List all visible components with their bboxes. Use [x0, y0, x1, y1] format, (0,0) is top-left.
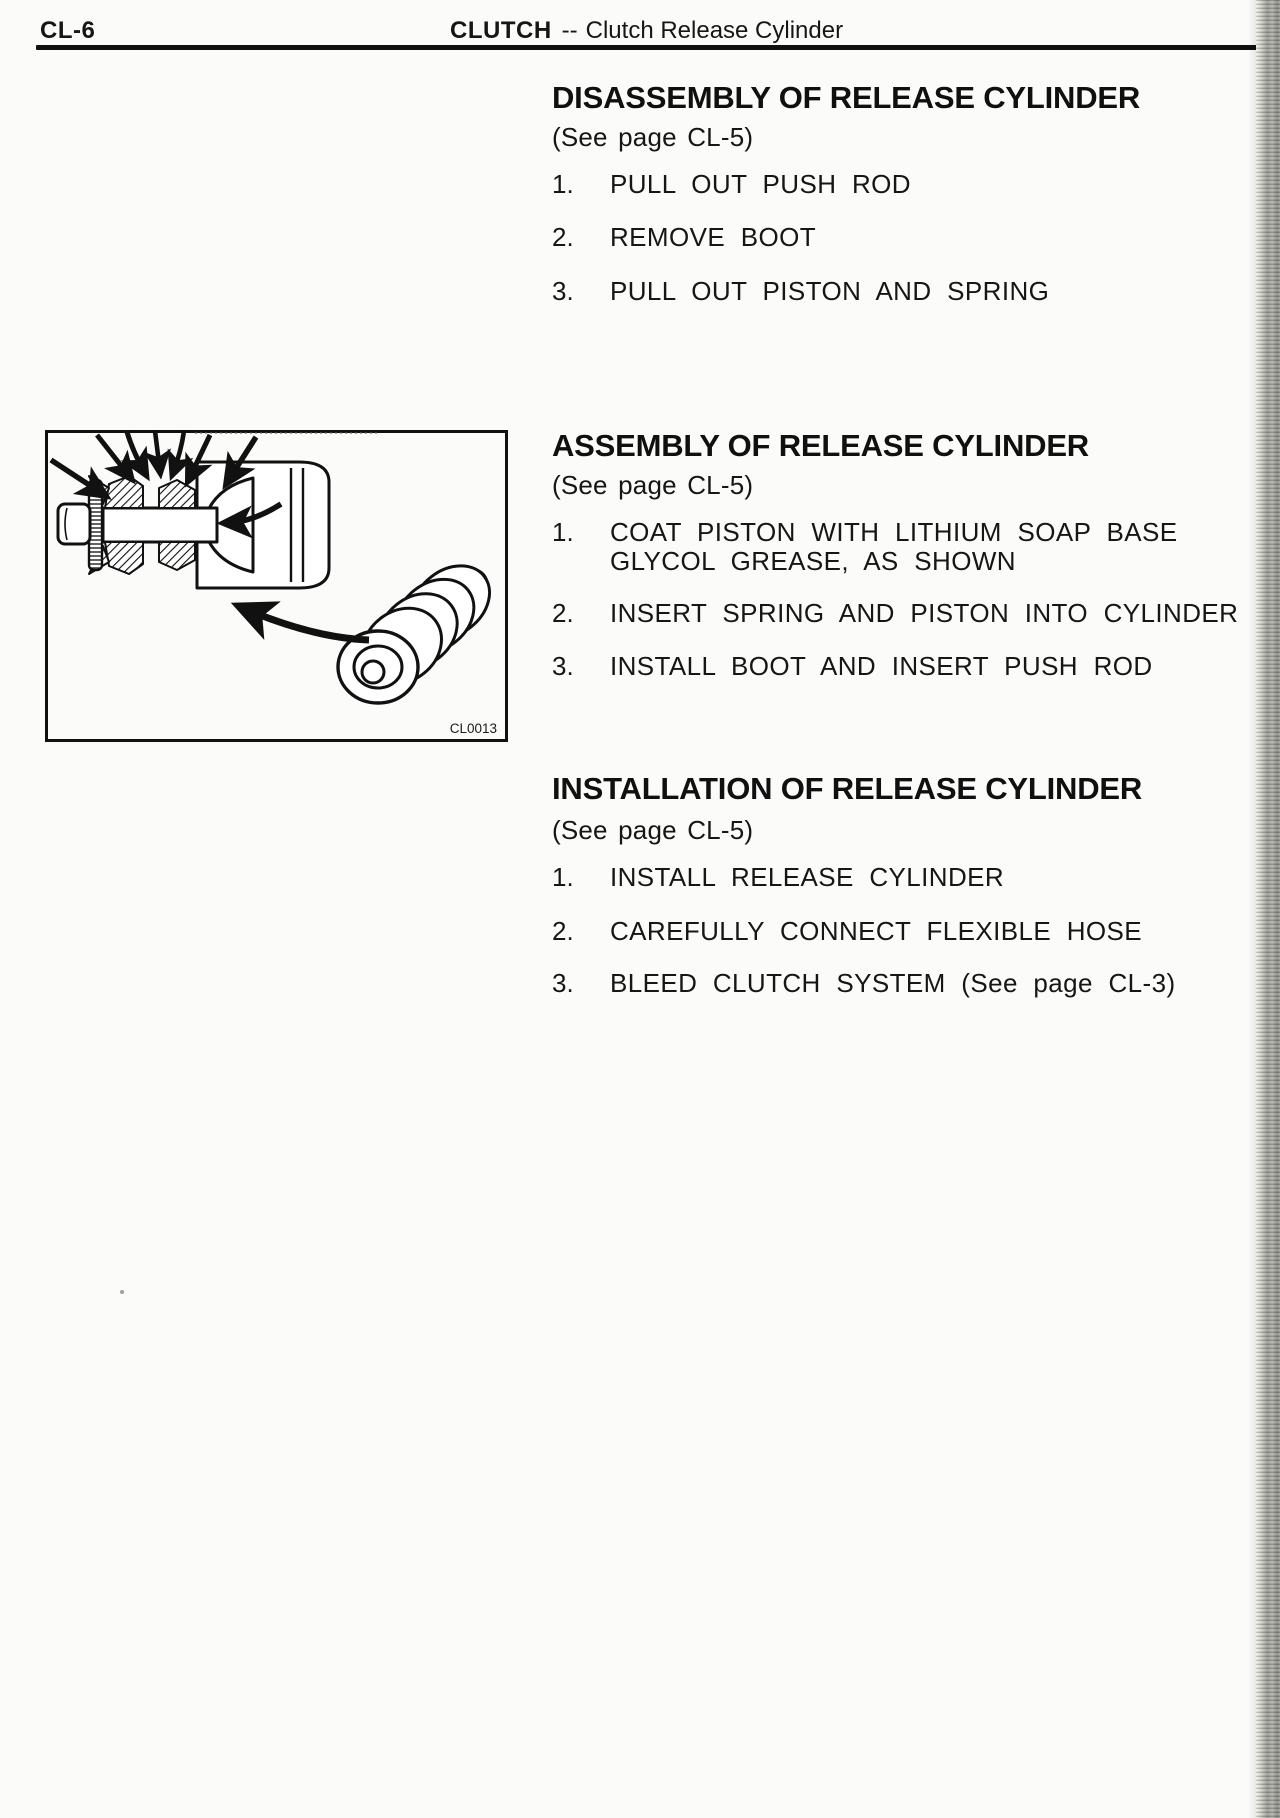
- step-text: INSTALL BOOT AND INSERT PUSH ROD: [610, 651, 1153, 681]
- step-text: COAT PISTON WITH LITHIUM SOAP BASE GLYCOL GREASE, AS SHOWN: [610, 517, 1178, 576]
- section-title-assembly: ASSEMBLY OF RELEASE CYLINDER: [552, 428, 1089, 463]
- step-item: [552, 170, 911, 199]
- header-topic: Clutch Release Cylinder: [585, 17, 844, 44]
- step-text: INSERT SPRING AND PISTON INTO CYLINDER: [610, 598, 1239, 628]
- figure-release-cylinder-piston: [45, 430, 508, 742]
- step-number: 2.: [552, 222, 574, 252]
- step-number: 3.: [552, 276, 574, 306]
- step-item: [552, 969, 1176, 998]
- step-text: PULL OUT PUSH ROD: [610, 169, 911, 199]
- step-item: [552, 277, 1049, 306]
- header-rule: [36, 45, 1258, 50]
- running-header: [450, 17, 843, 45]
- figure-drawing: [45, 430, 508, 742]
- insertion-arrow: [243, 608, 369, 640]
- step-text: PULL OUT PISTON AND SPRING: [610, 276, 1050, 306]
- book-page-edge-artifact: [1256, 0, 1280, 1818]
- step-number: 2.: [552, 916, 574, 946]
- step-item: [552, 652, 1153, 681]
- step-number: 1.: [552, 862, 574, 892]
- scan-speck: [120, 1290, 124, 1294]
- step-number: 1.: [552, 169, 574, 199]
- chapter-title: CLUTCH: [450, 17, 552, 44]
- step-number: 2.: [552, 598, 574, 628]
- step-item: [552, 863, 1004, 892]
- piston-cross-section: [58, 462, 329, 588]
- step-item: [552, 599, 1238, 628]
- step-text: CAREFULLY CONNECT FLEXIBLE HOSE: [610, 916, 1142, 946]
- spring-and-piston: [338, 551, 504, 703]
- step-item: [552, 518, 1230, 576]
- section-reference: (See page CL-5): [552, 815, 754, 845]
- section-title-disassembly: DISASSEMBLY OF RELEASE CYLINDER: [552, 80, 1141, 115]
- page-number: CL-6: [40, 17, 96, 44]
- step-text: BLEED CLUTCH SYSTEM (See page CL-3): [610, 968, 1176, 998]
- section-reference: (See page CL-5): [552, 470, 754, 500]
- step-text: REMOVE BOOT: [610, 222, 816, 252]
- step-number: 3.: [552, 651, 574, 681]
- step-number: 3.: [552, 968, 574, 998]
- step-item: [552, 223, 816, 252]
- header-separator: --: [561, 17, 578, 44]
- figure-code: CL0013: [449, 721, 497, 736]
- step-number: 1.: [552, 517, 574, 547]
- step-text: INSTALL RELEASE CYLINDER: [610, 862, 1005, 892]
- step-item: [552, 917, 1142, 946]
- section-title-installation: INSTALLATION OF RELEASE CYLINDER: [552, 771, 1143, 806]
- section-reference: (See page CL-5): [552, 122, 754, 152]
